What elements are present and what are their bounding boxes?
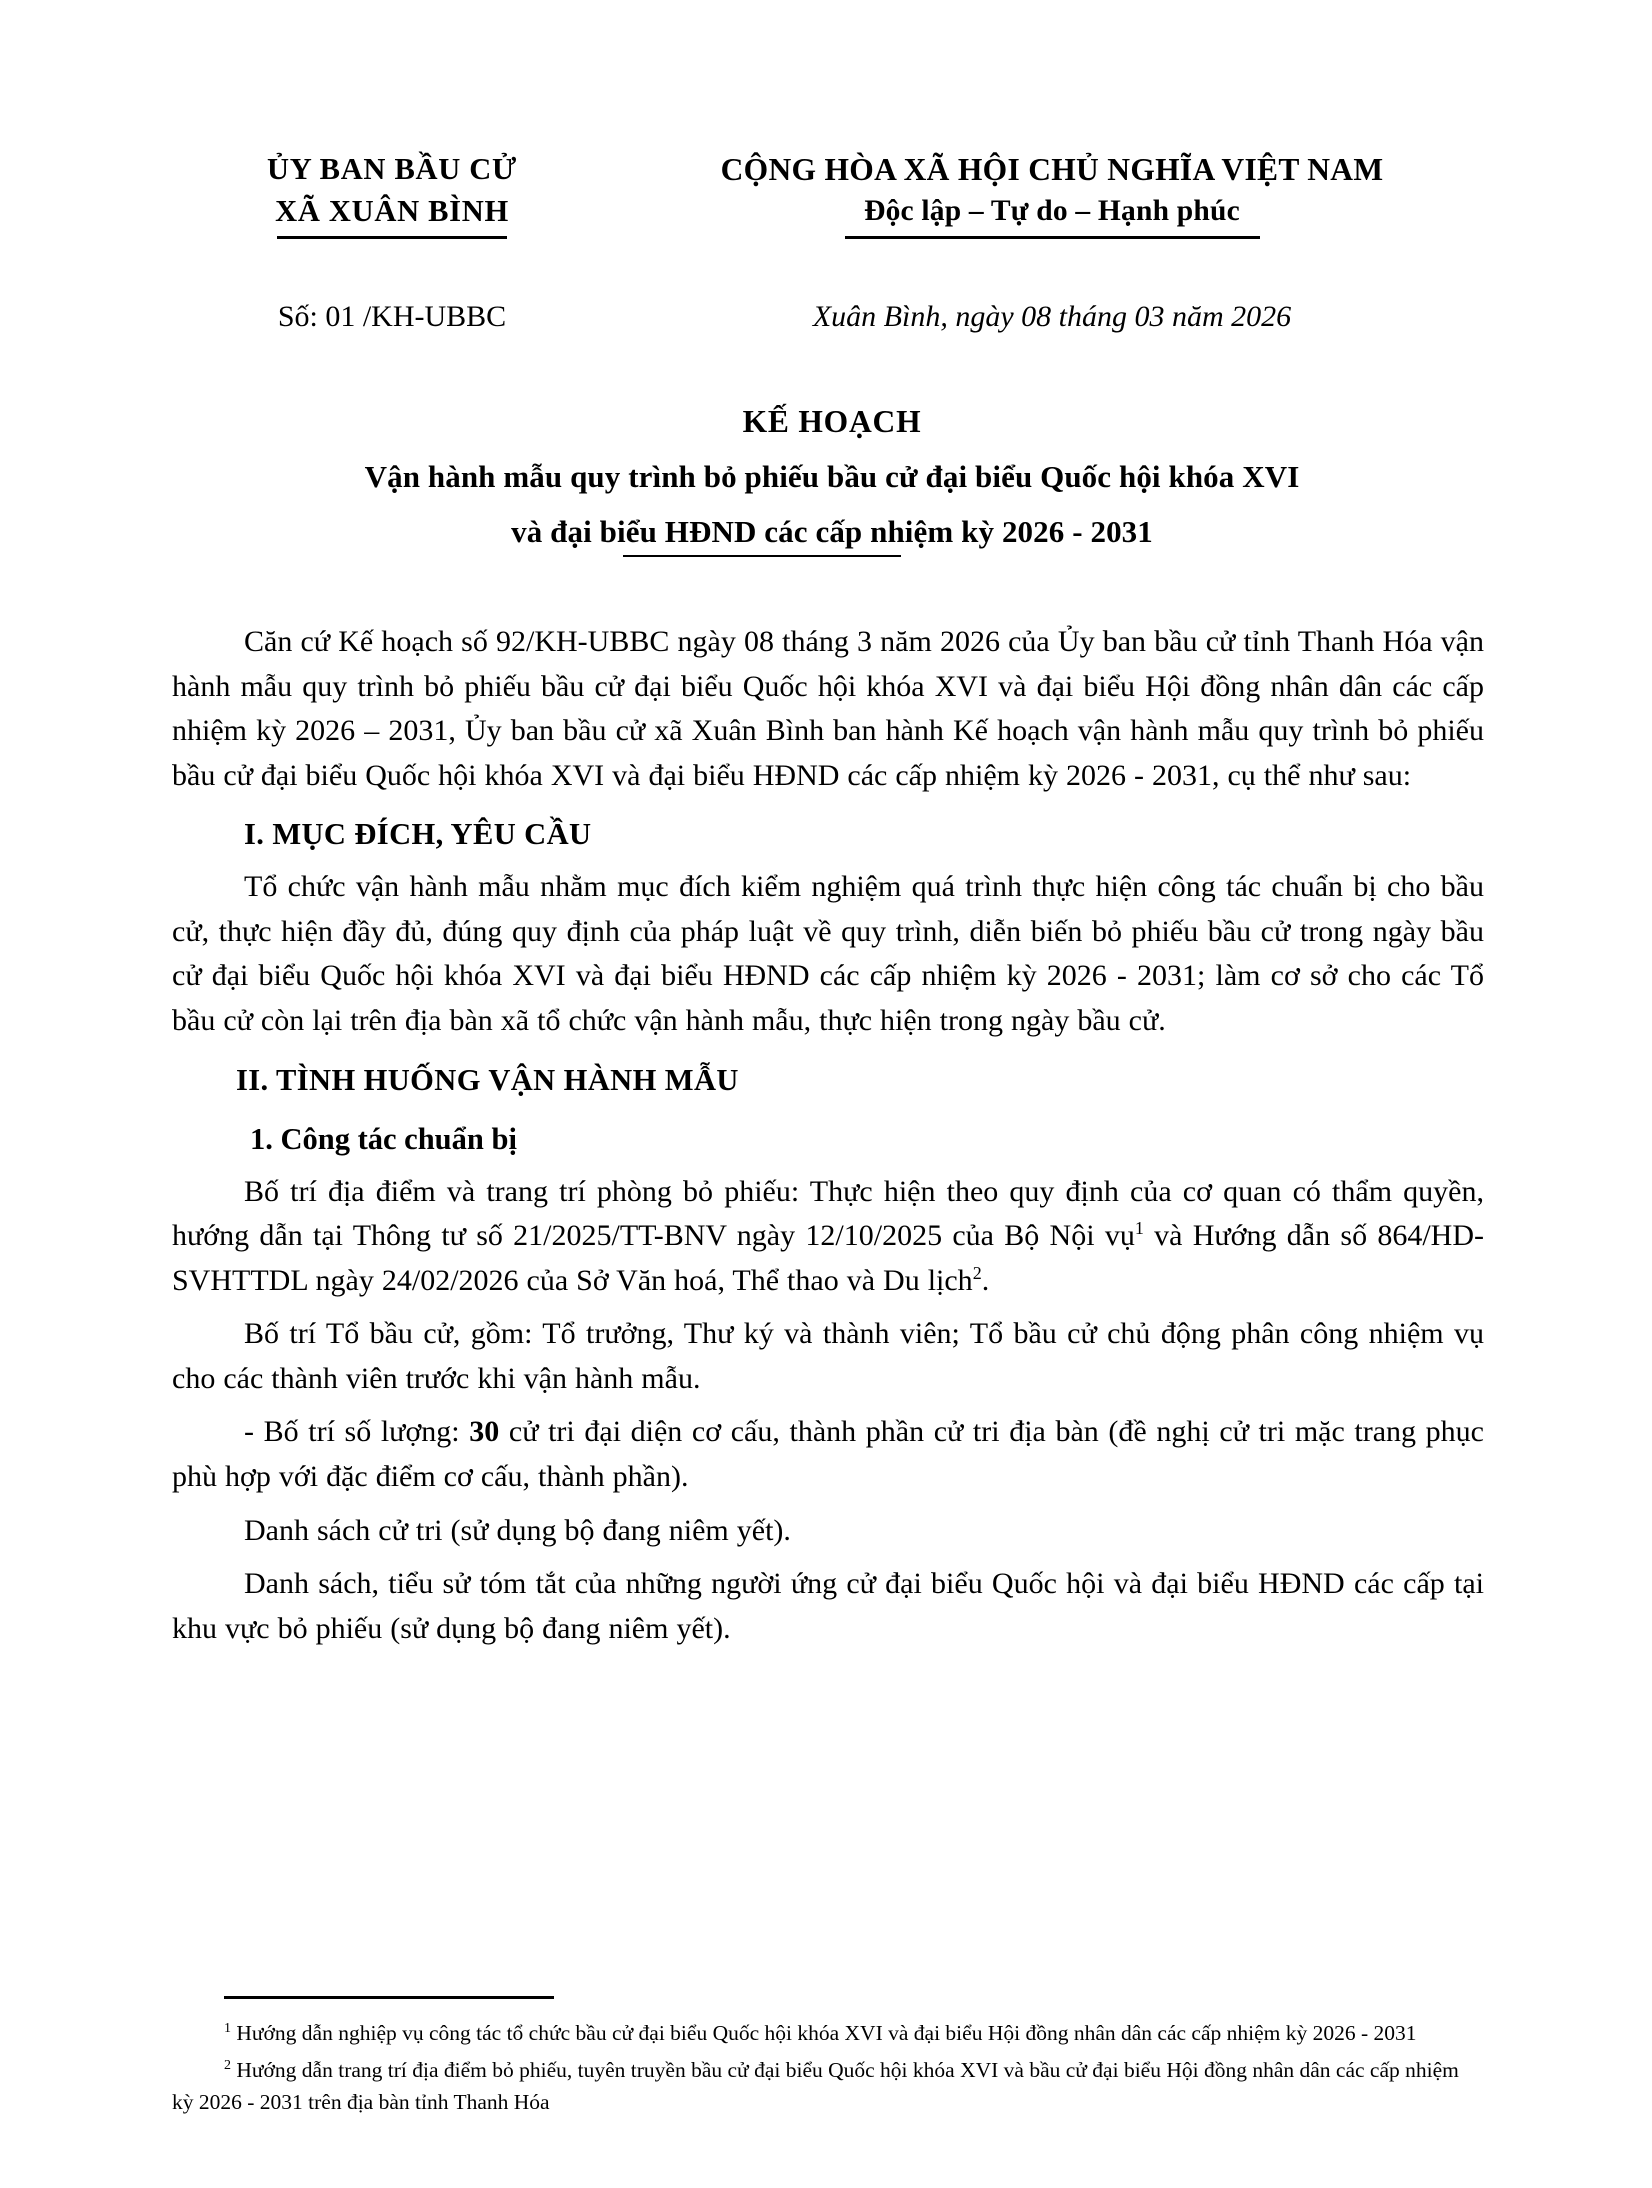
paragraph-voter-count xyxy=(172,1410,1484,1499)
place-and-date: Xuân Bình, ngày 08 tháng 03 năm 2026 xyxy=(812,300,1292,333)
footnote-2 xyxy=(172,2054,1484,2119)
document-subject-line1: Vận hành mẫu quy trình bỏ phiếu bầu cử đại biểu Quốc hội khóa XVI xyxy=(364,459,1300,495)
document-body xyxy=(172,620,1484,1651)
footnote-area xyxy=(172,1996,1484,2123)
paragraph-voter-list: Danh sách cử tri (sử dụng bộ đang niêm yết). xyxy=(244,1513,791,1547)
subsection-heading-1: 1. Công tác chuẩn bị xyxy=(250,1121,517,1156)
footnote-1 xyxy=(172,2017,1484,2050)
national-motto-underline xyxy=(845,236,1260,239)
national-name-line: CỘNG HÒA XÃ HỘI CHỦ NGHĨA VIỆT NAM xyxy=(720,152,1384,187)
issuing-authority-underline xyxy=(277,236,507,239)
title-block xyxy=(172,398,1492,555)
issuing-authority-line2: XÃ XUÂN BÌNH xyxy=(275,194,509,229)
footnote-separator-rule xyxy=(224,1996,554,1999)
voter-count-value: 30 xyxy=(469,1415,500,1449)
document-type-title: KẾ HOẠCH xyxy=(742,404,922,439)
footnote-1-text: Hướng dẫn nghiệp vụ công tác tổ chức bầu cử đại biểu Quốc hội khóa XVI và đại biểu Hội đồng nhân dân các cấp nhiệm kỳ 2026 - 2031 xyxy=(231,2021,1417,2045)
document-subject-underline xyxy=(623,555,901,557)
national-heading-block xyxy=(612,148,1492,239)
national-motto-line: Độc lập – Tự do – Hạnh phúc xyxy=(864,195,1240,228)
footnote-ref-2[interactable]: 2 xyxy=(972,1262,982,1283)
paragraph-venue-setup xyxy=(172,1170,1484,1304)
voter-count-prefix: - Bố trí số lượng: xyxy=(244,1415,470,1449)
footnote-1-marker: 1 xyxy=(224,2020,231,2036)
document-header xyxy=(172,148,1492,239)
document-subject-line2-wrap xyxy=(172,508,1492,555)
section-heading-1: I. MỤC ĐÍCH, YÊU CẦU xyxy=(244,817,592,852)
document-subject-line2-text: và đại biểu HĐND các cấp nhiệm kỳ 2026 - 2031 xyxy=(511,514,1153,550)
voter-count-suffix: cử tri đại diện cơ cấu, thành phần cử tri địa bàn (đề nghị cử tri mặc trang phục phù hợp với đặc điểm cơ cấu, thành phần). xyxy=(172,1415,1484,1494)
footnote-2-text: Hướng dẫn trang trí địa điểm bỏ phiếu, tuyên truyền bầu cử đại biểu Quốc hội khóa XVI và bầu cử đại biểu Hội đồng nhân dân các cấp nhiệm kỳ 2026 - 2031 trên địa bàn tỉnh Thanh Hóa xyxy=(172,2057,1459,2115)
footnote-2-marker: 2 xyxy=(224,2057,231,2073)
venue-setup-part1: Bố trí địa điểm và trang trí phòng bỏ phiếu: Thực hiện theo quy định của cơ quan có thẩm quyền, hướng dẫn tại Thông tư số 21/2025/TT-BNV ngày 12/10/2025 của Bộ Nội vụ xyxy=(172,1174,1484,1253)
document-number: Số: 01 /KH-UBBC xyxy=(277,300,507,333)
section-heading-2: II. TÌNH HUỐNG VẬN HÀNH MẪU xyxy=(236,1062,739,1097)
venue-setup-part3: . xyxy=(981,1263,990,1297)
footnote-ref-1[interactable]: 1 xyxy=(1134,1218,1144,1239)
venue-setup-part2: và Hướng dẫn số 864/HD-SVHTTDL ngày 24/02/2026 của Sở Văn hoá, Thể thao và Du lịch xyxy=(172,1219,1484,1297)
issuing-authority-block xyxy=(172,148,612,239)
number-and-date-row xyxy=(172,300,1492,334)
paragraph-candidate-list: Danh sách, tiểu sử tóm tắt của những người ứng cử đại biểu Quốc hội và đại biểu HĐND các cấp tại khu vực bỏ phiếu (sử dụng bộ đang niêm yết). xyxy=(172,1567,1484,1645)
intro-paragraph: Căn cứ Kế hoạch số 92/KH-UBBC ngày 08 tháng 3 năm 2026 của Ủy ban bầu cử tỉnh Thanh Hóa vận hành mẫu quy trình bỏ phiếu bầu cử đại biểu Quốc hội khóa XVI và đại biểu Hội đồng nhân dân các cấp nhiệm kỳ 2026 – 2031, Ủy ban bầu cử xã Xuân Bình ban hành Kế hoạch vận hành mẫu quy trình bỏ phiếu bầu cử đại biểu Quốc hội khóa XVI và đại biểu HĐND các cấp nhiệm kỳ 2026 - 2031, cụ thể như sau: xyxy=(172,625,1484,792)
document-subject-line2 xyxy=(511,508,1153,555)
section-1-paragraph: Tổ chức vận hành mẫu nhằm mục đích kiểm nghiệm quá trình thực hiện công tác chuẩn bị cho bầu cử, thực hiện đầy đủ, đúng quy định của pháp luật về quy trình, diễn biến bỏ phiếu bầu cử trong ngày bầu cử đại biểu Quốc hội khóa XVI và đại biểu HĐND các cấp nhiệm kỳ 2026 - 2031; làm cơ sở cho các Tổ bầu cử còn lại trên địa bàn xã tổ chức vận hành mẫu, thực hiện trong ngày bầu cử. xyxy=(172,870,1484,1037)
issuing-authority-line1: ỦY BAN BẦU CỬ xyxy=(267,152,517,186)
paragraph-committee-setup: Bố trí Tổ bầu cử, gồm: Tổ trưởng, Thư ký và thành viên; Tổ bầu cử chủ động phân công nhiệm vụ cho các thành viên trước khi vận hành mẫu. xyxy=(172,1317,1484,1395)
